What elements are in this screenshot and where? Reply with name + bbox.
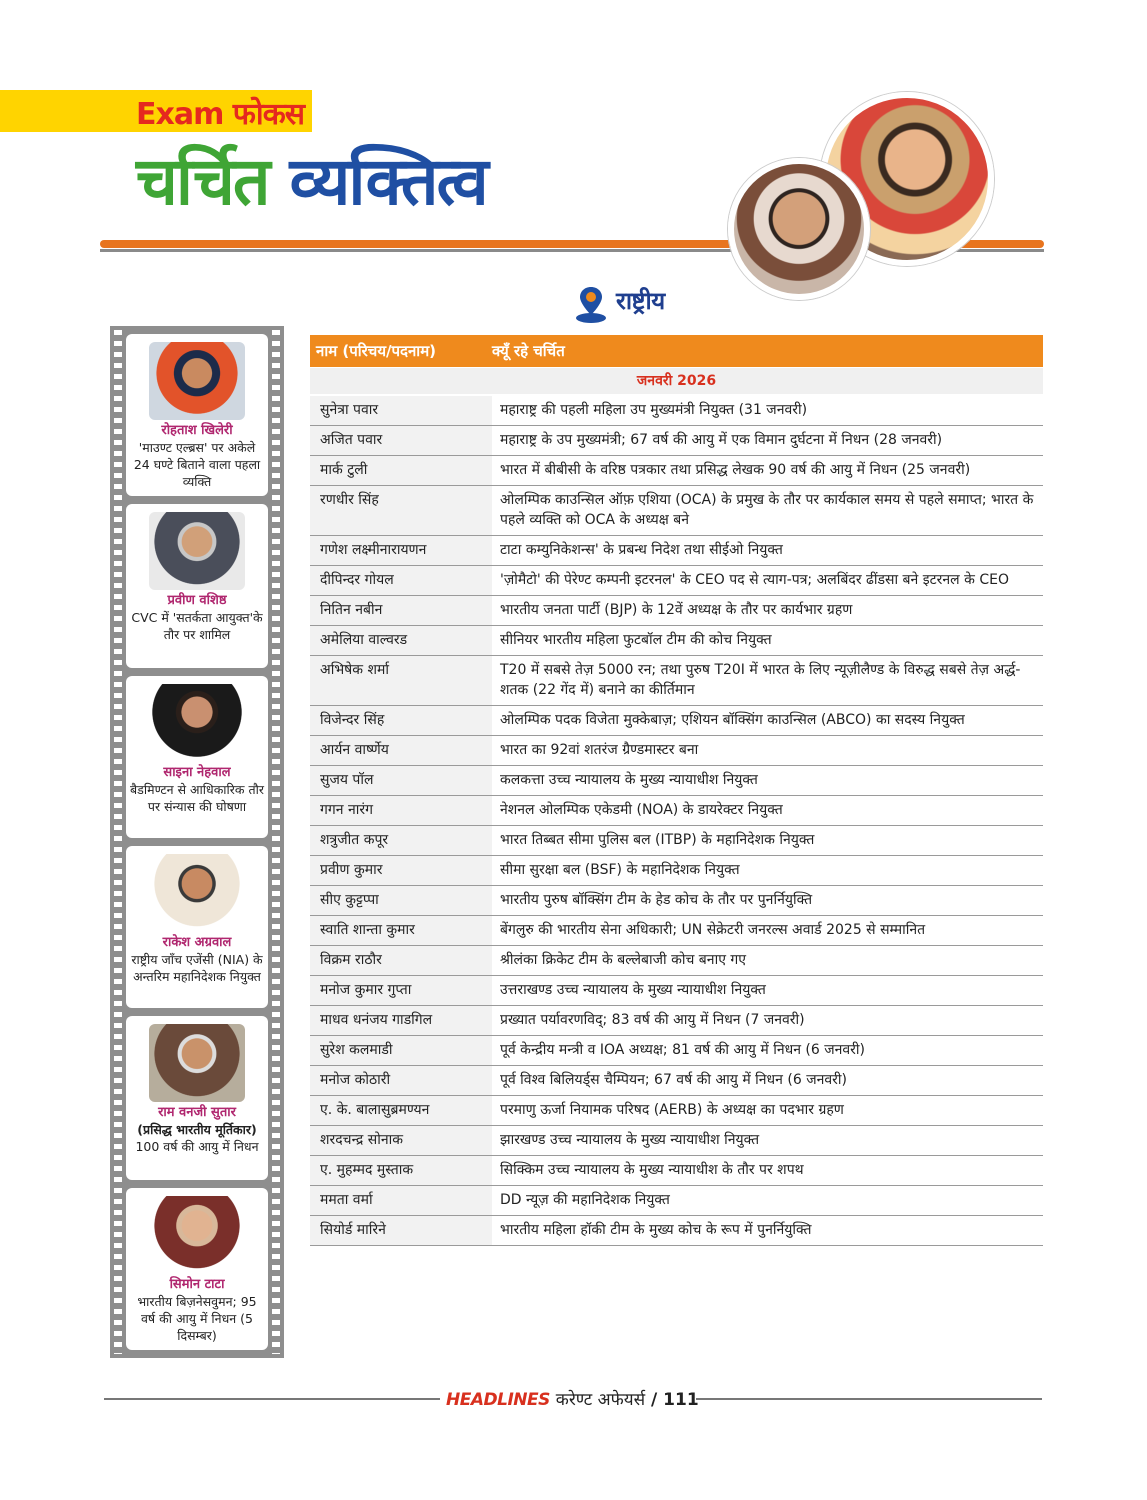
person-name-cell: विजेन्दर सिंह [310,706,492,736]
person-name-cell: ए. के. बालासुब्रमण्यन [310,1096,492,1126]
table-row [310,766,1043,796]
reason-cell: कलकत्ता उच्च न्यायालय के मुख्य न्यायाधीश नियुक्त [492,766,1043,796]
profile-description: भारतीय बिज़नेसवुमन; 95 वर्ष की आयु में निधन (5 दिसम्बर) [137,1294,257,1343]
table-row [310,1066,1043,1096]
table-row [310,706,1043,736]
profile-description: 'माउण्ट एल्ब्रस' पर अकेले 24 घण्टे बिताने वाला पहला व्यक्ति [133,440,261,489]
table-row [310,536,1043,566]
page-title [136,140,487,224]
reason-cell: भारत तिब्बत सीमा पुलिस बल (ITBP) के महानिदेशक नियुक्त [492,826,1043,856]
person-name-cell: मनोज कुमार गुप्ता [310,976,492,1006]
profile-description: 100 वर्ष की आयु में निधन [135,1139,259,1154]
table-row [310,426,1043,456]
reason-cell: सीमा सुरक्षा बल (BSF) के महानिदेशक नियुक्त [492,856,1043,886]
table-row [310,486,1043,536]
person-name-cell: मार्क टुली [310,456,492,486]
person-name-cell: शत्रुजीत कपूर [310,826,492,856]
person-name-cell: स्वाति शान्ता कुमार [310,916,492,946]
reason-cell: भारत में बीबीसी के वरिष्ठ पत्रकार तथा प्रसिद्ध लेखक 90 वर्ष की आयु में निधन (25 जनवरी) [492,456,1043,486]
column-header-reason: क्यूँ रहे चर्चित [492,342,565,360]
profile-card [126,676,268,838]
profile-film-strip [110,326,284,1358]
column-header-name: नाम (परिचय/पदनाम) [316,342,437,360]
table-row [310,396,1043,426]
profile-name: प्रवीण वशिष्ठ [167,593,227,608]
reason-cell: महाराष्ट्र के उप मुख्यमंत्री; 67 वर्ष की आयु में एक विमान दुर्घटना में निधन (28 जनवरी) [492,426,1043,456]
table-row [310,886,1043,916]
footer-rule-left [104,1398,440,1400]
person-name-cell: अमेलिया वाल्वरड [310,626,492,656]
person-name-cell: नितिन नबीन [310,596,492,626]
reason-cell: महाराष्ट्र की पहली महिला उप मुख्यमंत्री नियुक्त (31 जनवरी) [492,396,1043,426]
footer-magazine: करेण्ट अफेयर्स [555,1390,646,1410]
table-row [310,856,1043,886]
table-row [310,976,1043,1006]
reason-cell: सीनियर भारतीय महिला फुटबॉल टीम की कोच नियुक्त [492,626,1043,656]
table-row [310,1126,1043,1156]
person-name-cell: ए. मुहम्मद मुस्ताक [310,1156,492,1186]
page-title-part1: चर्चित [136,143,269,220]
month-label: जनवरी 2026 [310,368,1043,394]
person-name-cell: दीपिन्दर गोयल [310,566,492,596]
table-row [310,656,1043,706]
page-number: 111 [663,1390,699,1410]
profile-name: राकेश अग्रवाल [162,935,232,950]
reason-cell: भारतीय जनता पार्टी (BJP) के 12वें अध्यक्ष के तौर पर कार्यभार ग्रहण [492,596,1043,626]
person-name-cell: माधव धनंजय गाडगिल [310,1006,492,1036]
person-name-cell: अभिषेक शर्मा [310,656,492,706]
table-row [310,596,1043,626]
table-row [310,566,1043,596]
reason-cell: श्रीलंका क्रिकेट टीम के बल्लेबाजी कोच बनाए गए [492,946,1043,976]
reason-cell: परमाणु ऊर्जा नियामक परिषद (AERB) के अध्यक्ष का पदभार ग्रहण [492,1096,1043,1126]
reason-cell: झारखण्ड उच्च न्यायालय के मुख्य न्यायाधीश नियुक्त [492,1126,1043,1156]
profile-photo [149,854,245,932]
profile-card [126,1188,268,1350]
profile-photo [149,684,245,762]
table-row [310,946,1043,976]
profile-card [126,504,268,668]
table-row [310,1036,1043,1066]
personalities-table [310,396,1043,1246]
profile-photo [149,1196,245,1274]
reason-cell: पूर्व विश्व बिलियर्ड्स चैम्पियन; 67 वर्ष की आयु में निधन (6 जनवरी) [492,1066,1043,1096]
table-row [310,1006,1043,1036]
profile-name: सिमोन टाटा [169,1277,225,1292]
footer-separator: / [651,1390,658,1410]
person-name-cell: प्रवीण कुमार [310,856,492,886]
reason-cell: उत्तराखण्ड उच्च न्यायालय के मुख्य न्यायाधीश नियुक्त [492,976,1043,1006]
person-name-cell: रणधीर सिंह [310,486,492,536]
person-name-cell: शरदचन्द्र सोनाक [310,1126,492,1156]
profile-photo [149,1024,245,1102]
person-name-cell: सीए कुट्टप्पा [310,886,492,916]
table-row [310,1096,1043,1126]
reason-cell: टाटा कम्युनिकेशन्स' के प्रबन्ध निदेश तथा सीईओ नियुक्त [492,536,1043,566]
profile-name: राम वनजी सुतार [158,1105,236,1120]
person-name-cell: सियोर्ड मारिने [310,1216,492,1246]
profile-card [126,846,268,1008]
table-row [310,796,1043,826]
profile-note: (प्रसिद्ध भारतीय मूर्तिकार) [137,1122,257,1137]
table-row [310,1216,1043,1246]
profile-description: CVC में 'सतर्कता आयुक्त'के तौर पर शामिल [131,610,263,642]
reason-cell: भारतीय पुरुष बॉक्सिंग टीम के हेड कोच के तौर पर पुनर्नियुक्ति [492,886,1043,916]
person-name-cell: आर्यन वार्ष्णेय [310,736,492,766]
table-row [310,1186,1043,1216]
reason-cell: सिक्किम उच्च न्यायालय के मुख्य न्यायाधीश के तौर पर शपथ [492,1156,1043,1186]
page-title-part2: व्यक्तित्व [289,143,487,220]
person-name-cell: सुरेश कलमाडी [310,1036,492,1066]
reason-cell: बेंगलुरु की भारतीय सेना अधिकारी; UN सेक्रेटरी जनरल्स अवार्ड 2025 से सम्मानित [492,916,1043,946]
reason-cell: DD न्यूज़ की महानिदेशक नियुक्त [492,1186,1043,1216]
profile-photo [149,342,245,420]
person-name-cell: विक्रम राठौर [310,946,492,976]
exam-focus-tag [0,90,312,132]
person-name-cell: गणेश लक्ष्मीनारायणन [310,536,492,566]
reason-cell: प्रख्यात पर्यावरणविद्; 83 वर्ष की आयु में निधन (7 जनवरी) [492,1006,1043,1036]
table-header [310,335,1043,367]
profile-name: साइना नेहवाल [163,765,231,780]
exam-focus-label: Exam फोकस [136,97,305,132]
reason-cell: भारत का 92वां शतरंज ग्रैण्डमास्टर बना [492,736,1043,766]
profile-photo [149,512,245,590]
reason-cell: नेशनल ओलम्पिक एकेडमी (NOA) के डायरेक्टर नियुक्त [492,796,1043,826]
table-row [310,826,1043,856]
reason-cell: ओलम्पिक पदक विजेता मुक्केबाज़; एशियन बॉक्सिंग काउन्सिल (ABCO) का सदस्य नियुक्त [492,706,1043,736]
table-row [310,1156,1043,1186]
table-row [310,626,1043,656]
location-pin-icon [574,284,608,324]
featured-photo-politician [728,158,870,300]
footer-brand: HEADLINES [446,1390,550,1410]
reason-cell: पूर्व केन्द्रीय मन्त्री व IOA अध्यक्ष; 81 वर्ष की आयु में निधन (6 जनवरी) [492,1036,1043,1066]
table-row [310,736,1043,766]
reason-cell: 'ज़ोमैटो' की पेरेण्ट कम्पनी इटरनल' के CEO पद से त्याग-पत्र; अलबिंदर ढींडसा बने इटरनल के CEO [492,566,1043,596]
person-name-cell: ममता वर्मा [310,1186,492,1216]
person-name-cell: अजित पवार [310,426,492,456]
page-footer [446,1387,699,1410]
reason-cell: ओलम्पिक काउन्सिल ऑफ़ एशिया (OCA) के प्रमुख के तौर पर कार्यकाल समय से पहले समाप्त; भारत के पहले व्यक्ति को OCA के अध्यक्ष बने [492,486,1043,536]
profile-description: बैडमिण्टन से आधिकारिक तौर पर संन्यास की घोषणा [130,782,264,814]
person-name-cell: गगन नारंग [310,796,492,826]
section-title-national: राष्ट्रीय [616,287,665,315]
profile-card [126,334,268,496]
profile-card [126,1016,268,1180]
profile-description: राष्ट्रीय जाँच एजेंसी (NIA) के अन्तरिम महानिदेशक नियुक्त [131,952,263,984]
reason-cell: भारतीय महिला हॉकी टीम के मुख्य कोच के रूप में पुनर्नियुक्ति [492,1216,1043,1246]
person-name-cell: सुनेत्रा पवार [310,396,492,426]
table-row [310,916,1043,946]
person-name-cell: मनोज कोठारी [310,1066,492,1096]
profile-name: रोहताश खिलेरी [161,423,233,438]
person-name-cell: सुजय पॉल [310,766,492,796]
table-row [310,456,1043,486]
reason-cell: T20 में सबसे तेज़ 5000 रन; तथा पुरुष T20I में भारत के लिए न्यूज़ीलैण्ड के विरुद्ध सबसे तेज़ अर्द्ध-शतक (22 गेंद में) बनाने का कीर्तिमान [492,656,1043,706]
footer-rule-right [696,1398,1042,1400]
